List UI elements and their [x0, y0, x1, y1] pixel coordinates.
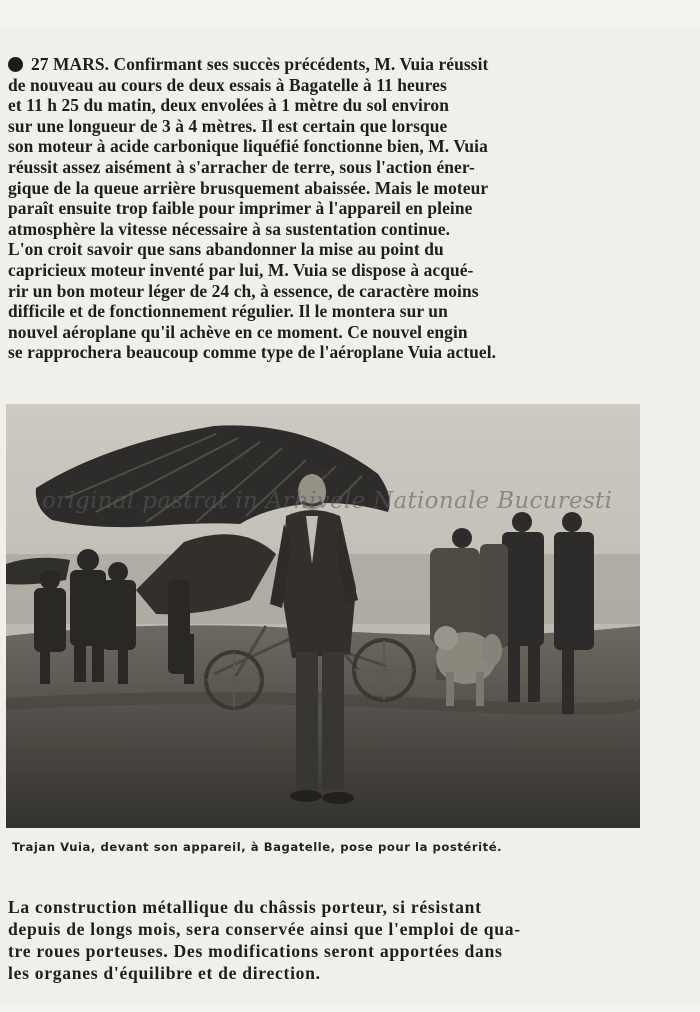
- historic-photograph: [6, 404, 640, 828]
- archive-watermark: original pastrat in Arhivele Nationale Bucuresti: [42, 488, 613, 514]
- newspaper-clipping: [0, 30, 700, 1002]
- article-line-text: Confirmant ses succès précédents, M. Vuia réussit: [109, 54, 489, 74]
- article-line: rir un bon moteur léger de 24 ch, à essence, de caractère moins: [8, 280, 479, 301]
- article-top-paragraph: [8, 54, 698, 363]
- article-line: se rapprochera beaucoup comme type de l'aéroplane Vuia actuel.: [8, 342, 497, 363]
- article-line: difficile et de fonctionnement régulier. Il le montera sur un: [8, 301, 448, 322]
- article-line: les organes d'équilibre et de direction.: [8, 963, 321, 983]
- article-line: capricieux moteur inventé par lui, M. Vuia se dispose à acqué-: [8, 259, 474, 280]
- article-line: atmosphère la vitesse nécessaire à sa sustentation continue.: [8, 218, 451, 239]
- article-line: son moteur à acide carbonique liquéfié fonctionne bien, M. Vuia: [8, 136, 488, 157]
- article-bottom-paragraph: [8, 896, 700, 984]
- bullet-icon: [8, 57, 23, 72]
- article-line: [8, 54, 698, 75]
- article-line: L'on croit savoir que sans abandonner la mise au point du: [8, 239, 444, 260]
- article-line: sur une longueur de 3 à 4 mètres. Il est certain que lorsque: [8, 115, 448, 136]
- article-line: de nouveau au cours de deux essais à Bagatelle à 11 heures: [8, 74, 447, 95]
- article-line: paraît ensuite trop faible pour imprimer à l'appareil en pleine: [8, 198, 473, 219]
- article-line: depuis de longs mois, sera conservée ainsi que l'emploi de qua-: [8, 919, 521, 939]
- article-line: La construction métallique du châssis porteur, si résistant: [8, 897, 482, 917]
- article-line: tre roues porteuses. Des modifications seront apportées dans: [8, 941, 503, 961]
- photo-caption: Trajan Vuia, devant son appareil, à Bagatelle, pose pour la postérité.: [12, 840, 503, 854]
- article-line: gique de la queue arrière brusquement abaissée. Mais le moteur: [8, 177, 489, 198]
- article-line: réussit assez aisément à s'arracher de terre, sous l'action éner-: [8, 156, 475, 177]
- article-line: nouvel aéroplane qu'il achève en ce moment. Ce nouvel engin: [8, 321, 468, 342]
- date-label: 27 MARS.: [31, 54, 110, 74]
- article-line: et 11 h 25 du matin, deux envolées à 1 mètre du sol environ: [8, 95, 450, 116]
